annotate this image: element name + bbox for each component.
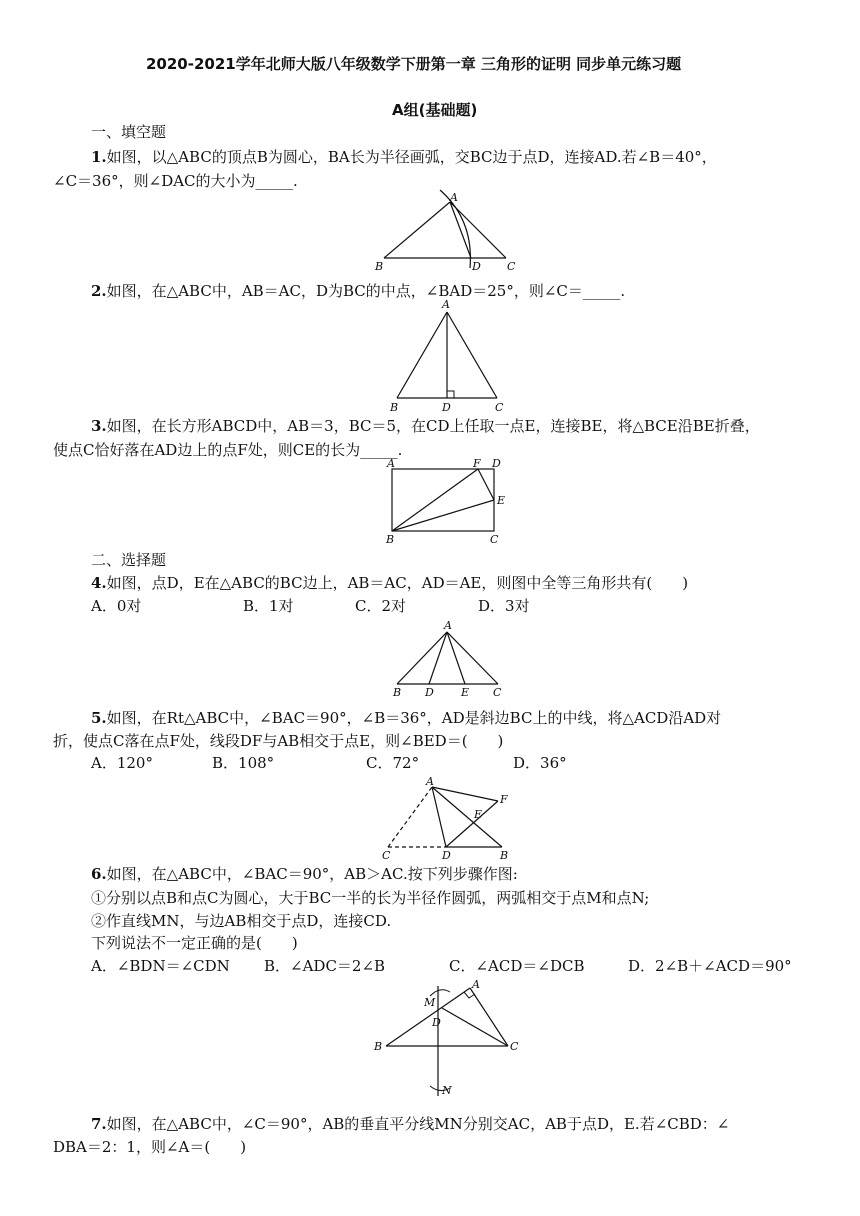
- question-7-line-2: DBA＝2：1，则∠A＝( ): [53, 1138, 247, 1156]
- segment-ab: [432, 787, 502, 847]
- label-c: C: [382, 849, 391, 862]
- question-1-line-1: [91, 147, 717, 167]
- question-text: 如图，在△ABC中，AB＝AC，D为BC的中点，∠BAD＝25°，则∠C＝_____.: [106, 282, 626, 300]
- segment-ac: [447, 632, 498, 684]
- label-a: A: [472, 978, 480, 991]
- label-e: E: [461, 686, 470, 699]
- question-3-line-1: [91, 416, 760, 436]
- q3-figure: [380, 457, 510, 547]
- q5-option-b: B．108°: [212, 754, 275, 772]
- label-c: C: [510, 1040, 519, 1053]
- q5-option-a: A．120°: [91, 754, 153, 772]
- label-d: D: [492, 457, 501, 470]
- q2-figure: [385, 298, 505, 418]
- question-number: 3.: [91, 417, 107, 435]
- question-4-line-1: [91, 573, 688, 593]
- label-f: F: [500, 793, 508, 806]
- segment-ab: [397, 312, 447, 398]
- label-f: F: [473, 457, 481, 470]
- q6-option-a: A．∠BDN＝∠CDN: [91, 957, 230, 975]
- question-5-line-1: [91, 708, 721, 728]
- label-n: N: [442, 1084, 452, 1097]
- question-3-line-2: 使点C恰好落在AD边上的点F处，则CE的长为_____.: [53, 441, 403, 459]
- label-a: A: [387, 457, 395, 470]
- question-text: 如图，在Rt△ABC中，∠BAC＝90°，∠B＝36°，AD是斜边BC上的中线，将△ACD沿AD对: [106, 709, 722, 727]
- segment-be: [392, 500, 494, 531]
- q6-figure: [368, 978, 528, 1103]
- rectangle-abcd: [392, 469, 494, 531]
- q4-option-a: A．0对: [91, 597, 142, 615]
- section-heading-fill-blank: 一、填空题: [91, 123, 167, 141]
- label-e: E: [474, 808, 483, 821]
- label-d: D: [472, 260, 481, 273]
- question-number: 6.: [91, 865, 107, 883]
- question-text: 如图，在长方形ABCD中，AB＝3，BC＝5，在CD上任取一点E，连接BE，将△BCE沿BE折叠，: [106, 417, 760, 435]
- question-number: 5.: [91, 709, 107, 727]
- question-number: 1.: [91, 148, 107, 166]
- label-d: D: [442, 401, 451, 414]
- question-1-line-2: ∠C＝36°，则∠DAC的大小为_____.: [53, 172, 298, 190]
- segment-ab: [397, 632, 447, 684]
- segment-bf: [392, 469, 478, 531]
- right-angle-mark: [447, 391, 454, 398]
- question-number: 2.: [91, 282, 107, 300]
- label-m: M: [424, 996, 436, 1009]
- segment-df: [446, 801, 498, 847]
- label-a: A: [450, 191, 458, 204]
- question-6-line-2: ①分别以点B和点C为圆心，大于BC一半的长为半径作圆弧，两弧相交于点M和点N;: [91, 889, 650, 907]
- label-a: A: [426, 775, 434, 788]
- label-d: D: [432, 1016, 441, 1029]
- segment-af: [432, 787, 498, 801]
- label-b: B: [375, 260, 384, 273]
- question-text: 如图，以△ABC的顶点B为圆心，BA长为半径画弧，交BC边于点D，连接AD.若∠B＝40°，: [106, 148, 717, 166]
- label-a: A: [442, 298, 450, 311]
- label-c: C: [507, 260, 516, 273]
- document-title: 2020-2021学年北师大版八年级数学下册第一章 三角形的证明 同步单元练习题: [146, 55, 682, 73]
- label-c: C: [493, 686, 502, 699]
- question-5-line-2: 折，使点C落在点F处，线段DF与AB相交于点E，则∠BED＝( ): [53, 732, 504, 750]
- q6-option-d: D．2∠B＋∠ACD＝90°: [628, 957, 792, 975]
- question-6-line-4: 下列说法不一定正确的是( ): [91, 934, 298, 952]
- segment-dc: [442, 1008, 508, 1046]
- label-b: B: [500, 849, 509, 862]
- q4-option-c: C．2对: [355, 597, 407, 615]
- q4-option-d: D．3对: [478, 597, 530, 615]
- q5-option-c: C．72°: [366, 754, 420, 772]
- label-c: C: [490, 533, 499, 546]
- segment-ac: [450, 202, 506, 258]
- question-6-line-3: ②作直线MN，与边AB相交于点D，连接CD.: [91, 912, 392, 930]
- question-text: 如图，点D，E在△ABC的BC边上，AB＝AC，AD＝AE，则图中全等三角形共有( ): [106, 574, 689, 592]
- label-e: E: [497, 494, 506, 507]
- label-b: B: [393, 686, 402, 699]
- label-d: D: [442, 849, 451, 862]
- segment-ae: [447, 632, 465, 684]
- segment-fe: [478, 469, 494, 500]
- label-b: B: [390, 401, 399, 414]
- segment-ab: [384, 202, 450, 258]
- segment-ad: [450, 202, 471, 258]
- segment-ac: [470, 988, 508, 1046]
- group-heading: A组(基础题): [392, 101, 478, 119]
- segment-ac: [447, 312, 497, 398]
- segment-ad: [429, 632, 447, 684]
- question-6-line-1: [91, 864, 518, 884]
- q4-figure: [385, 620, 510, 698]
- q4-option-b: B．1对: [243, 597, 294, 615]
- question-text: 如图，在△ABC中，∠BAC＝90°，AB＞AC.按下列步骤作图:: [106, 865, 518, 883]
- question-7-line-1: [91, 1114, 729, 1134]
- question-number: 4.: [91, 574, 107, 592]
- q5-option-d: D．36°: [513, 754, 567, 772]
- label-b: B: [374, 1040, 383, 1053]
- segment-ac-dashed: [388, 787, 432, 847]
- question-number: 7.: [91, 1115, 107, 1133]
- label-c: C: [495, 401, 504, 414]
- segment-ad: [432, 787, 446, 847]
- q6-option-c: C．∠ACD＝∠DCB: [449, 957, 585, 975]
- q5-figure: [376, 775, 526, 865]
- section-heading-multiple-choice: 二、选择题: [91, 551, 167, 569]
- question-text: 如图，在△ABC中，∠C＝90°，AB的垂直平分线MN分别交AC，AB于点D，E.若∠CBD：∠: [106, 1115, 730, 1133]
- label-a: A: [444, 619, 452, 632]
- label-b: B: [386, 533, 395, 546]
- q1-figure: [370, 190, 530, 276]
- q6-option-b: B．∠ADC＝2∠B: [264, 957, 386, 975]
- question-2-line-1: [91, 281, 625, 301]
- label-d: D: [425, 686, 434, 699]
